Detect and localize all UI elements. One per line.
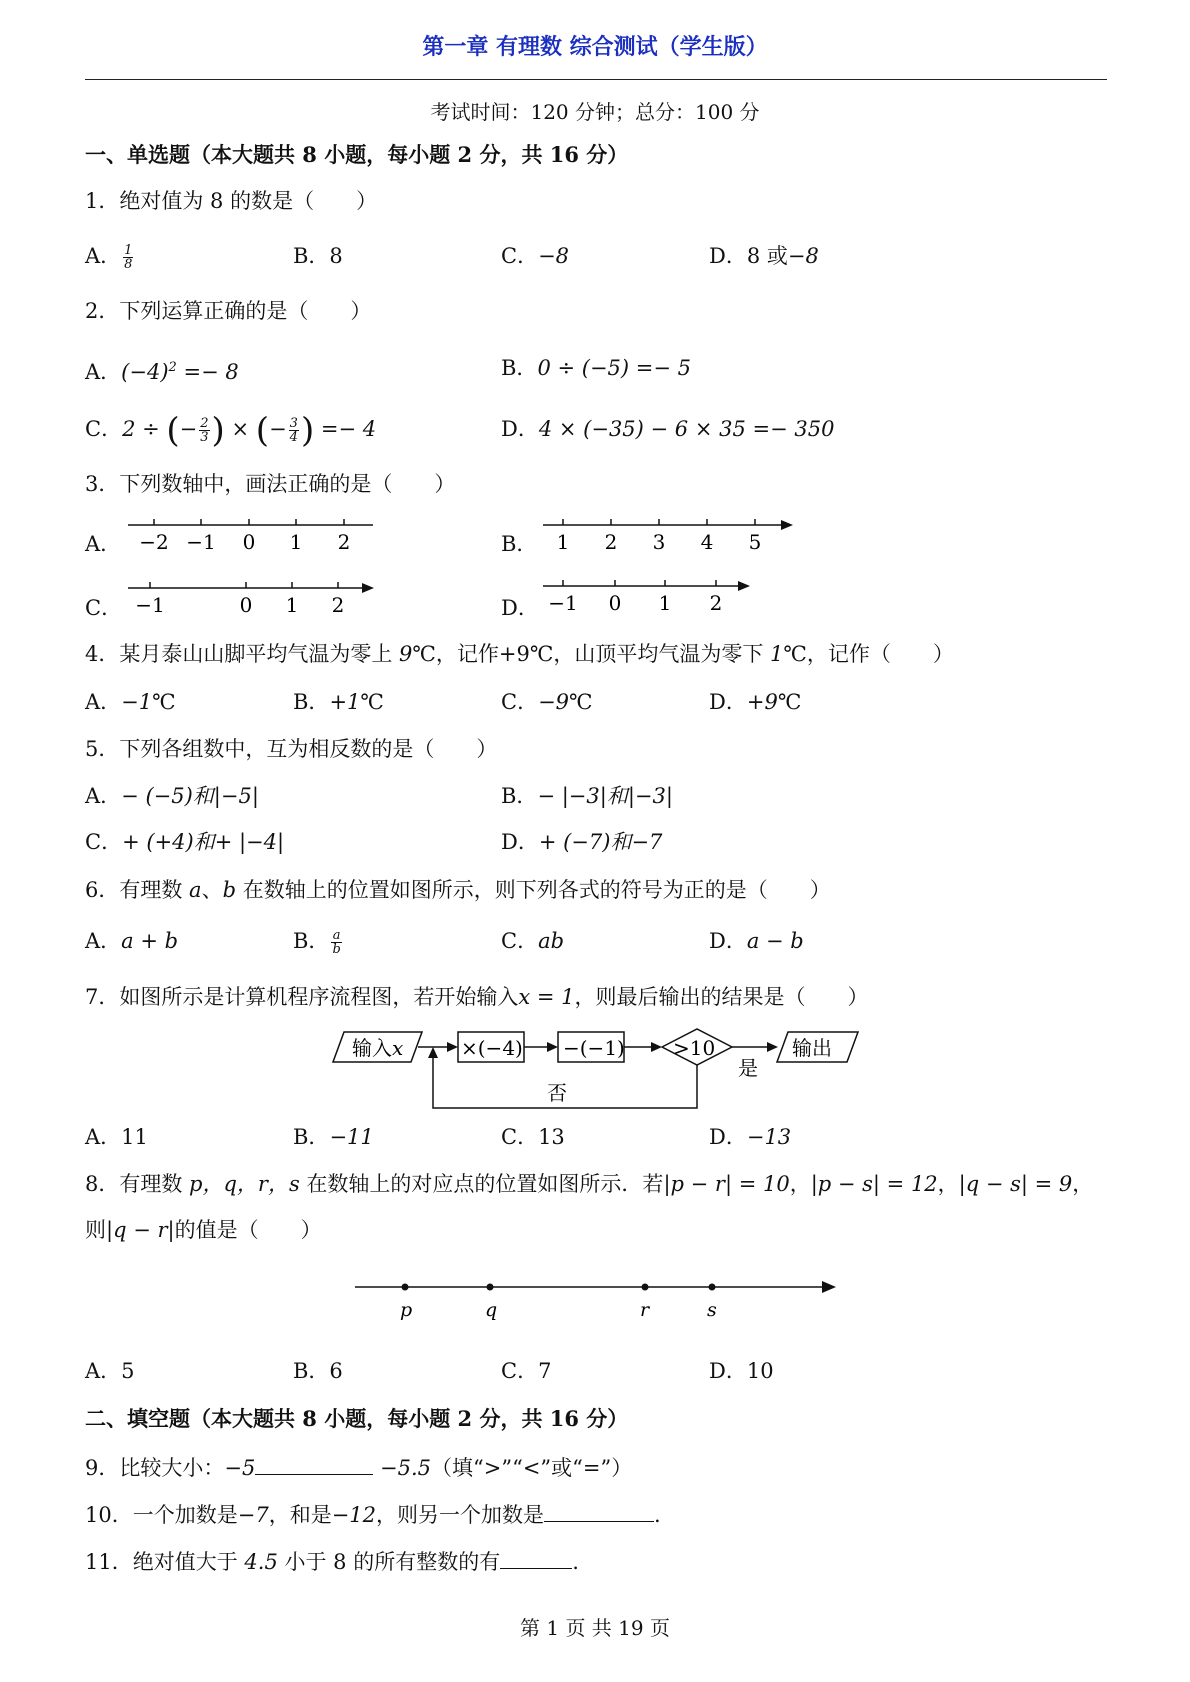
question-8-stem-line-1: 8．有理数 p，q，r，s 在数轴上的对应点的位置如图所示．若|p − r| = 10，|p − s| = 12，|q − s| = 9， xyxy=(85,1172,1094,1196)
label-q: q xyxy=(485,1299,498,1321)
question-3-option-c-label: C． xyxy=(85,596,123,620)
question-8-option-d: D．10 xyxy=(709,1359,774,1383)
question-4-option-d: D．+9℃ xyxy=(709,690,802,714)
question-6-option-c: C．ab xyxy=(501,929,565,953)
point-p xyxy=(402,1284,409,1291)
number-line-c xyxy=(128,582,374,617)
page-title: 第一章 有理数 综合测试（学生版） xyxy=(422,35,768,60)
question-4-option-b: B．+1℃ xyxy=(293,690,384,714)
question-3-option-b-label: B． xyxy=(501,532,538,556)
tick-label: 3 xyxy=(652,530,666,554)
flow-input-text: 输入x xyxy=(352,1036,404,1060)
question-9: 9．比较大小：−5 −5.5（填“>”“<”或“=”） xyxy=(85,1452,632,1482)
question-1-stem: 1．绝对值为 8 的数是（ ） xyxy=(85,189,378,213)
question-4-stem: 4．某月泰山山脚平均气温为零上 9℃，记作+9℃，山顶平均气温为零下 1℃，记作（ ） xyxy=(85,642,954,666)
question-2-option-c: C．2 ÷ (− $\frac{2}{3}$ ) × (− $\frac{3}{4}$ ) =− 4 xyxy=(85,410,377,451)
tick-label: 4 xyxy=(700,530,714,554)
question-6-option-b: B． $\frac{a}{b}$ xyxy=(293,928,341,957)
flow-output-text: 输出 xyxy=(792,1036,832,1060)
question-3-number-lines xyxy=(0,0,1190,700)
question-6-option-a: A．a + b xyxy=(85,929,179,953)
question-5-option-c: C．+ (+4)和+ |−4| xyxy=(85,830,285,854)
tick-label: 5 xyxy=(748,530,762,554)
question-4-option-a: A．−1℃ xyxy=(85,690,176,714)
tick-label: 2 xyxy=(604,530,618,554)
question-1-option-b: B．8 xyxy=(293,244,343,268)
question-7-flowchart xyxy=(0,1020,1190,1120)
question-7-stem: 7．如图所示是计算机程序流程图，若开始输入x = 1，则最后输出的结果是（ ） xyxy=(85,985,869,1009)
answer-blank[interactable] xyxy=(500,1546,572,1569)
tick-label: −1 xyxy=(135,593,165,617)
question-2-option-d: D．4 × (−35) − 6 × 35 =− 350 xyxy=(501,417,835,441)
question-8-option-c: C．7 xyxy=(501,1359,552,1383)
question-1-option-c: C．−8 xyxy=(501,244,570,268)
question-6-option-d: D．a − b xyxy=(709,929,804,953)
question-2-stem: 2．下列运算正确的是（ ） xyxy=(85,299,372,323)
tick-label: 2 xyxy=(709,591,723,615)
label-s: s xyxy=(707,1299,717,1321)
point-q xyxy=(487,1284,494,1291)
question-5-option-d: D．+ (−7)和−7 xyxy=(501,830,663,854)
question-10: 10．一个加数是−7，和是−12，则另一个加数是 . xyxy=(85,1499,661,1529)
tick-label: 1 xyxy=(658,591,672,615)
question-3-option-a-label: A． xyxy=(85,532,122,556)
option-label: A． xyxy=(85,244,122,268)
question-8-stem-line-2: 则|q − r|的值是（ ） xyxy=(85,1218,322,1242)
tick-label: 2 xyxy=(331,593,345,617)
section-heading-fill-blank: 二、填空题（本大题共 8 小题，每小题 2 分，共 16 分） xyxy=(85,1406,629,1431)
answer-blank[interactable] xyxy=(255,1452,373,1475)
flow-yes-label: 是 xyxy=(738,1056,758,1080)
answer-blank[interactable] xyxy=(544,1499,654,1522)
tick-label: 1 xyxy=(289,530,303,554)
number-line-a xyxy=(128,519,373,554)
number-line-b xyxy=(543,519,793,554)
question-6-stem: 6．有理数 a、b 在数轴上的位置如图所示，则下列各式的符号为正的是（ ） xyxy=(85,878,831,902)
question-8-option-b: B．6 xyxy=(293,1359,343,1383)
tick-label: 1 xyxy=(285,593,299,617)
question-11: 11．绝对值大于 4.5 小于 8 的所有整数的有 . xyxy=(85,1546,579,1576)
question-4-option-c: C．−9℃ xyxy=(501,690,593,714)
tick-label: 1 xyxy=(556,530,570,554)
exam-info: 考试时间：120 分钟；总分：100 分 xyxy=(430,100,760,124)
question-8-number-line xyxy=(0,1260,1190,1340)
tick-label: 2 xyxy=(337,530,351,554)
point-s xyxy=(709,1284,716,1291)
question-7-option-b: B．−11 xyxy=(293,1125,374,1149)
flow-condition-text: >10 xyxy=(673,1036,716,1060)
question-5-option-a: A．− (−5)和|−5| xyxy=(85,784,259,808)
label-p: p xyxy=(400,1299,413,1321)
question-2-option-a: A．$(-4)^2 =- 8$ xyxy=(85,360,239,384)
question-7-option-d: D．−13 xyxy=(709,1125,792,1149)
question-3-stem: 3．下列数轴中，画法正确的是（ ） xyxy=(85,472,456,496)
label-r: r xyxy=(640,1299,650,1321)
section-heading-single-choice: 一、单选题（本大题共 8 小题，每小题 2 分，共 16 分） xyxy=(85,142,629,167)
question-1-option-d: D．8 或−8 xyxy=(709,244,819,268)
point-r xyxy=(642,1284,649,1291)
tick-label: −2 xyxy=(139,530,169,554)
page-footer: 第 1 页 共 19 页 xyxy=(520,1616,670,1640)
question-5-stem: 5．下列各组数中，互为相反数的是（ ） xyxy=(85,737,498,761)
tick-label: 0 xyxy=(242,530,256,554)
question-7-option-c: C．13 xyxy=(501,1125,565,1149)
flow-multiply-text: ×(−4) xyxy=(461,1036,523,1060)
flow-subtract-text: −(−1) xyxy=(563,1036,625,1060)
tick-label: −1 xyxy=(548,591,578,615)
question-3-option-d-label: D． xyxy=(501,596,539,620)
tick-label: 0 xyxy=(239,593,253,617)
flow-no-label: 否 xyxy=(547,1081,567,1105)
number-line-d xyxy=(543,580,750,615)
question-8-option-a: A．5 xyxy=(85,1359,135,1383)
fraction: $\frac{1}{8}$ xyxy=(124,243,133,272)
question-5-option-b: B．− |−3|和|−3| xyxy=(501,784,673,808)
tick-label: 0 xyxy=(608,591,622,615)
tick-label: −1 xyxy=(186,530,216,554)
question-2-option-b: B．0 ÷ (−5) =− 5 xyxy=(501,356,691,380)
question-7-option-a: A．11 xyxy=(85,1125,148,1149)
